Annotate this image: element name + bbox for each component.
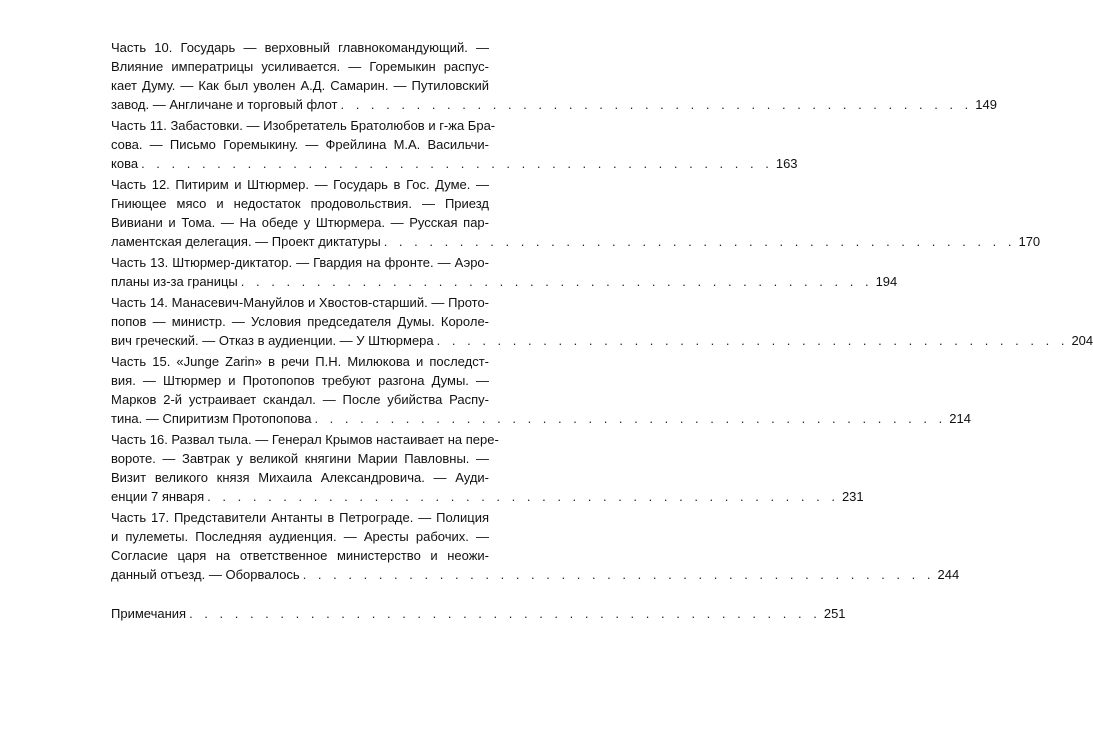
toc-page-number: 231 bbox=[841, 489, 864, 504]
toc-page-number: 204 bbox=[1071, 333, 1093, 348]
toc-entry-line: Гниющее мясо и недостаток продовольствия. — Приезд bbox=[111, 196, 489, 211]
dot-leader: . . . . . . . . . . . . . . . . . . . . . . . . . . . . . . . . . . . . . . . . . . bbox=[436, 333, 1069, 348]
toc-page-number: 194 bbox=[875, 274, 898, 289]
toc-page-number: 163 bbox=[775, 156, 798, 171]
toc-entry-line: Вивиани и Тома. — На обеде у Штюрмера. — Русская пар- bbox=[111, 215, 489, 230]
toc-entry-last-line bbox=[111, 95, 997, 114]
toc-entry-line: Часть 12. Питирим и Штюрмер. — Государь в Гос. Думе. — bbox=[111, 177, 489, 192]
toc-entry-line: Влияние императрицы усиливается. — Горемыкин распус- bbox=[111, 59, 489, 74]
toc-entry-last-line bbox=[111, 565, 960, 584]
toc-entry-line: Часть 11. Забастовки. — Изобретатель Братолюбов и г-жа Бра- bbox=[111, 118, 496, 133]
toc-page-number: 214 bbox=[949, 411, 971, 426]
toc-entry-line: Часть 14. Манасевич-Мануйлов и Хвостов-старший. — Прото- bbox=[111, 295, 489, 310]
toc-entry-last-line bbox=[111, 232, 1041, 251]
toc-entry-part-14 bbox=[111, 293, 1093, 350]
toc-page-number: 149 bbox=[975, 97, 997, 112]
toc-page-number: 170 bbox=[1018, 234, 1041, 249]
dot-leader: . . . . . . . . . . . . . . . . . . . . . . . . . . . . . . . . . . . . . . . . . . bbox=[340, 97, 973, 112]
dot-leader: . . . . . . . . . . . . . . . . . . . . . . . . . . . . . . . . . . . . . . . . . . bbox=[302, 567, 935, 582]
toc-entry-part-10 bbox=[111, 38, 997, 114]
dot-leader: . . . . . . . . . . . . . . . . . . . . . . . . . . . . . . . . . . . . . . . . . . bbox=[383, 234, 1016, 249]
toc-entry-last-line bbox=[111, 604, 846, 623]
dot-leader: . . . . . . . . . . . . . . . . . . . . . . . . . . . . . . . . . . . . . . . . . . bbox=[240, 274, 873, 289]
toc-entry-line: кает Думу. — Как был уволен А.Д. Самарин. — Путиловский bbox=[111, 78, 489, 93]
toc-entry-part-11 bbox=[111, 116, 798, 173]
toc-entry-part-15 bbox=[111, 352, 971, 428]
toc-entry-line: Часть 15. «Junge Zarin» в речи П.Н. Милюкова и последст- bbox=[111, 354, 489, 369]
toc-entry-part-13 bbox=[111, 253, 898, 291]
toc-entry-text: планы из-за границы bbox=[111, 274, 238, 289]
dot-leader: . . . . . . . . . . . . . . . . . . . . . . . . . . . . . . . . . . . . . . . . . . bbox=[189, 606, 821, 621]
toc-entry-notes bbox=[111, 604, 846, 623]
toc-entry-line: и пулеметы. Последняя аудиенция. — Аресты рабочих. — bbox=[111, 529, 489, 544]
toc-entry-line: попов — министр. — Условия председателя Думы. Короле- bbox=[111, 314, 489, 329]
toc-entry-line: вия. — Штюрмер и Протопопов требуют разгона Думы. — bbox=[111, 373, 489, 388]
toc-entry-text: ламентская делегация. — Проект диктатуры bbox=[111, 234, 381, 249]
toc-entry-line: Марков 2-й устраивает скандал. — После убийства Распу- bbox=[111, 392, 489, 407]
toc-entry-text: завод. — Англичане и торговый флот bbox=[111, 97, 338, 112]
toc-entry-line: вороте. — Завтрак у великой княгини Марии Павловны. — bbox=[111, 451, 489, 466]
toc-entry-line: Согласие царя на ответственное министерство и неожи- bbox=[111, 548, 489, 563]
toc-entry-line: Визит великого князя Михаила Александровича. — Ауди- bbox=[111, 470, 489, 485]
toc-entry-last-line bbox=[111, 487, 864, 506]
table-of-contents bbox=[111, 38, 1093, 625]
toc-entry-text: вич греческий. — Отказ в аудиенции. — У Штюрмера bbox=[111, 333, 434, 348]
toc-page-number: 244 bbox=[937, 567, 960, 582]
toc-entry-part-16 bbox=[111, 430, 864, 506]
toc-entry-text: данный отъезд. — Оборвалось bbox=[111, 567, 300, 582]
toc-entry-text: енции 7 января bbox=[111, 489, 205, 504]
dot-leader: . . . . . . . . . . . . . . . . . . . . . . . . . . . . . . . . . . . . . . . . . . bbox=[314, 411, 947, 426]
toc-page-number: 251 bbox=[823, 606, 846, 621]
toc-entry-part-12 bbox=[111, 175, 1041, 251]
toc-entry-last-line bbox=[111, 154, 798, 173]
toc-entry-line: сова. — Письмо Горемыкину. — Фрейлина М.А. Васильчи- bbox=[111, 137, 489, 152]
toc-entry-line: Часть 10. Государь — верховный главнокомандующий. — bbox=[111, 40, 489, 55]
toc-entry-part-17 bbox=[111, 508, 960, 584]
dot-leader: . . . . . . . . . . . . . . . . . . . . . . . . . . . . . . . . . . . . . . . . . . bbox=[141, 156, 773, 171]
toc-entry-last-line bbox=[111, 331, 1093, 350]
toc-entry-last-line bbox=[111, 409, 971, 428]
notes-label: Примечания bbox=[111, 606, 187, 621]
dot-leader: . . . . . . . . . . . . . . . . . . . . . . . . . . . . . . . . . . . . . . . . . . bbox=[207, 489, 839, 504]
toc-entry-text: тина. — Спиритизм Протопопова bbox=[111, 411, 312, 426]
toc-entry-line: Часть 16. Развал тыла. — Генерал Крымов настаивает на пере- bbox=[111, 432, 499, 447]
toc-entry-line: Часть 17. Представители Антанты в Петрограде. — Полиция bbox=[111, 510, 489, 525]
toc-entry-last-line bbox=[111, 272, 898, 291]
toc-entry-text: кова bbox=[111, 156, 139, 171]
toc-entry-line: Часть 13. Штюрмер-диктатор. — Гвардия на фронте. — Аэро- bbox=[111, 255, 489, 270]
